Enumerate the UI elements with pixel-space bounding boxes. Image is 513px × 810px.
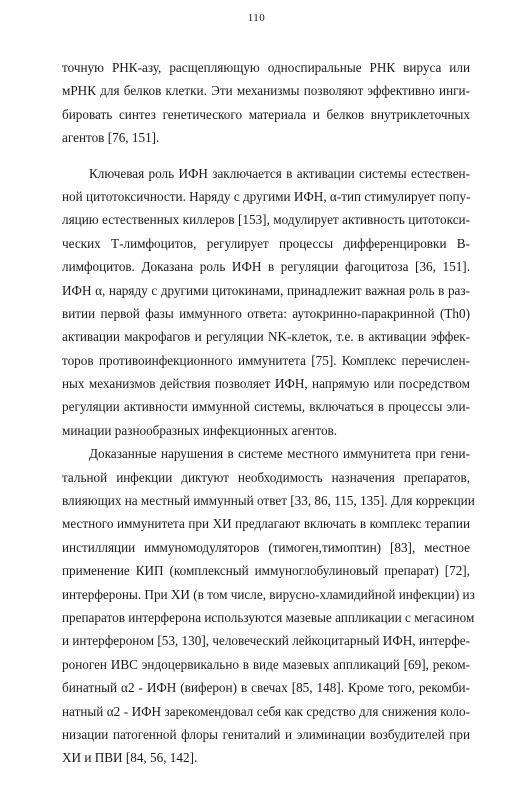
text-line: тальной инфекции диктуют необходимость назначения препаратов, [62, 469, 470, 485]
paragraph-2 [62, 162, 470, 443]
text-line: интерфероны. При ХИ (в том числе, вирусно-хламидийной инфекции) из [62, 586, 475, 602]
text-line: применение КИП (комплексный иммуноглобулиновый препарат) [72], [62, 563, 470, 579]
paragraph-1 [62, 56, 470, 150]
text-line: агентов [76, 151]. [62, 130, 160, 146]
text-line: ных механизмов действия позволяет ИФН, напрямую или посредством [62, 376, 470, 392]
text-line: ИФН α, наряду с другими цитокинами, принадлежит важная роль в раз- [62, 282, 470, 298]
text-line: натный α2 - ИФН зарекомендовал себя как средство для снижения коло- [62, 703, 470, 719]
text-line: мРНК для белков клетки. Эти механизмы позволяют эффективно инги- [62, 83, 470, 99]
paragraph-3 [62, 442, 475, 769]
text-line: лимфоцитов. Доказана роль ИФН в регуляции фагоцитоза [36, 151]. [62, 259, 470, 275]
text-line: ХИ и ПВИ [84, 56, 142]. [62, 750, 198, 766]
text-line: ческих Т-лимфоцитов, регулирует процессы дифференцировки В- [62, 235, 470, 251]
text-line: инстилляции иммуномодуляторов (тимоген,тимоптин) [83], местное [62, 539, 470, 555]
text-line: и интерфероном [53, 130], человеческий лейкоцитарный ИФН, интерфе- [62, 633, 470, 649]
text-line: Ключевая роль ИФН заключается в активации системы естествен- [89, 165, 470, 181]
text-line: точную РНК-азу, расщепляющую односпиральные РНК вируса или [62, 60, 470, 75]
text-line: ляцию естественных киллеров [153], модулирует активность цитотокси- [62, 212, 470, 228]
text-line: активации макрофагов и регуляции NK-клеток, т.е. в активации эффек- [62, 329, 470, 345]
text-line: минации разнообразных инфекционных агентов. [62, 422, 338, 438]
text-line: влияющих на местный иммунный ответ [33, 86, 115, 135]. Для коррекции [62, 493, 475, 509]
text-line: Доказанные нарушения в системе местного иммунитета при гени- [89, 446, 470, 462]
text-line: местного иммунитета при ХИ предлагают включать в комплекс терапии [62, 516, 470, 532]
text-line: торов противоинфекционного иммунитета [75]. Комплекс перечислен- [62, 352, 470, 368]
text-line: витии первой фазы иммунного ответа: аутокринно-паракринной (Th0) [62, 305, 470, 321]
text-line: бировать синтез генетического материала и белков внутриклеточных [62, 106, 470, 122]
body-text [62, 56, 475, 770]
text-line: ной цитотоксичности. Наряду с другими ИФН, α-тип стимулирует попу- [62, 188, 471, 204]
text-line: роноген ИВС эндоцервикально в виде мазевых аппликаций [69], реком- [62, 656, 470, 672]
text-line: препаратов интерферона используются мазевые аппликации с мегасином [62, 609, 475, 625]
text-line: регуляции активности иммунной системы, включаться в процессы эли- [62, 399, 470, 415]
text-line: бинатный α2 - ИФН (виферон) в свечах [85, 148]. Кроме того, рекомби- [62, 680, 470, 696]
page-number: 110 [247, 12, 266, 24]
text-line: низации патогенной флоры гениталий и элиминации возбудителей при [62, 726, 470, 742]
